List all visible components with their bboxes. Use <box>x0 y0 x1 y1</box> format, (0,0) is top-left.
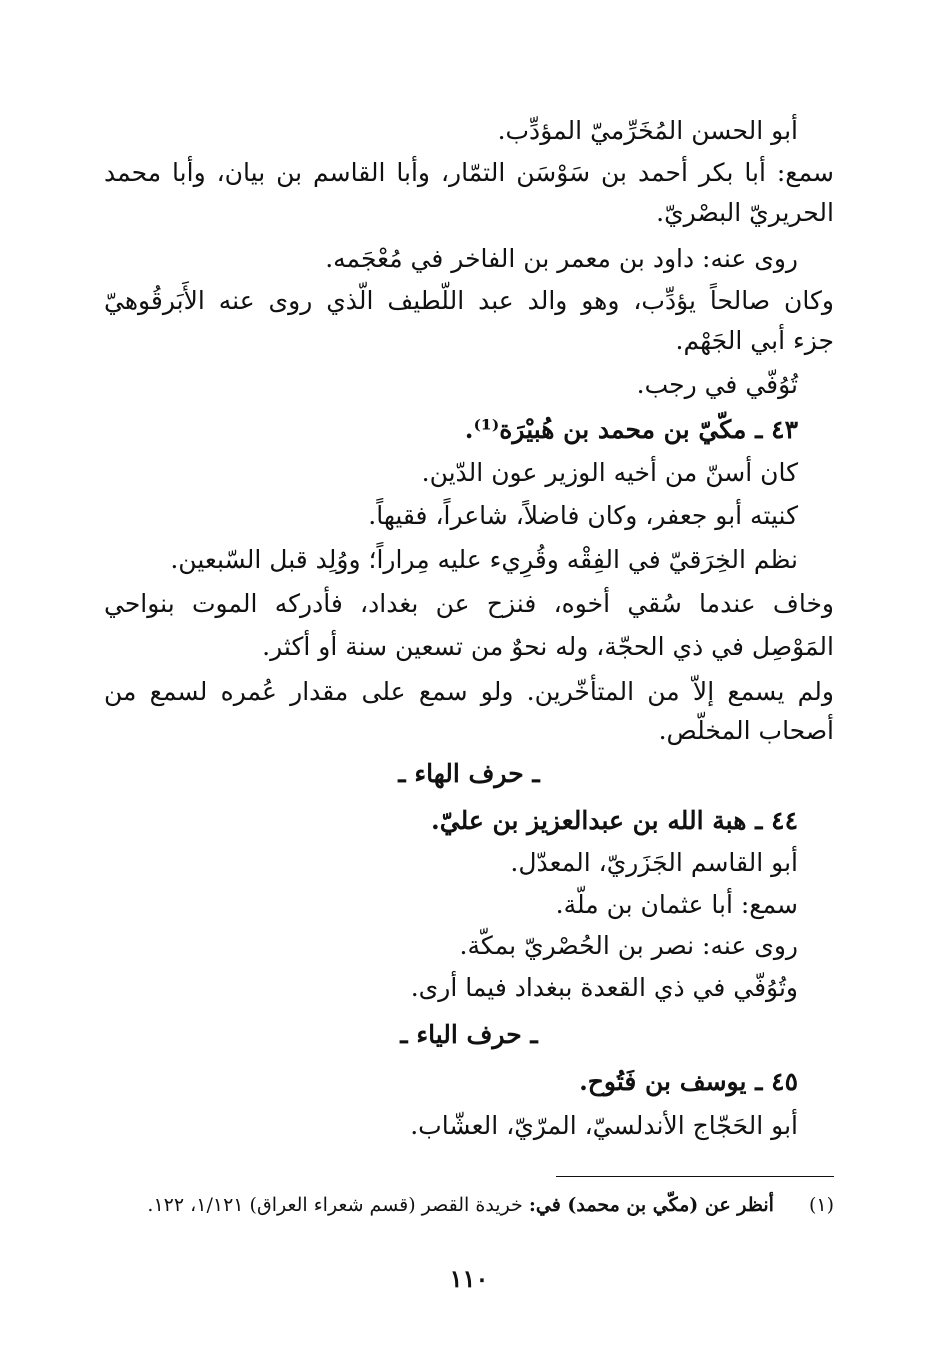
text-line: وخاف عندما سُقي أخوه، فنزح عن بغداد، فأدركه الموت بنواحي <box>104 589 834 618</box>
text-line: ولم يسمع إلاّ من المتأخّرين. ولو سمع على مقدار عُمره لسمع من <box>104 677 834 706</box>
footnote-lead: أنظر عن (مكّي بن محمد) في: <box>528 1194 774 1216</box>
footnote-number: (١) <box>808 1194 834 1216</box>
text-line: أبو القاسم الجَزَريّ، المعدّل. <box>510 848 798 877</box>
text-line: نظم الخِرَقيّ في الفِقْه وقُرِيء عليه مِراراً؛ ووُلِد قبل السّبعين. <box>170 545 798 574</box>
text-line: وكان صالحاً يؤدِّب، وهو والد عبد اللّطيف الّذي روى عنه الأَبَرقُوهيّ <box>104 286 834 315</box>
text-line: أصحاب المخلّص. <box>658 716 834 745</box>
text-line: تُوُفّي في رجب. <box>636 370 798 399</box>
section-heading-haa: ـ حرف الهاء ـ <box>398 759 540 788</box>
text-line: المَوْصِل في ذي الحجّة، وله نحوٌ من تسعين سنة أو أكثر. <box>262 632 834 661</box>
text-line: سمع: أبا عثمان بن ملّة. <box>555 890 798 919</box>
text-line: وتُوُفّي في ذي القعدة ببغداد فيما أرى. <box>410 973 798 1002</box>
text-line: سمع: أبا بكر أحمد بن سَوْسَن التمّار، وأبا القاسم بن بيان، وأبا محمد <box>104 158 834 187</box>
text-line: أبو الحسن المُخَرِّميّ المؤدِّب. <box>497 116 798 145</box>
text-line: الحريريّ البصْريّ. <box>656 198 834 227</box>
text-line: روى عنه: داود بن معمر بن الفاخر في مُعْجَمه. <box>325 244 798 273</box>
text-line: كان أسنّ من أخيه الوزير عون الدّين. <box>421 458 798 487</box>
footnote-text: خريدة القصر (قسم شعراء العراق) ١/١٢١، ١٢٢. <box>147 1194 523 1216</box>
entry-heading: ٤٣ ـ مكّيّ بن محمد بن هُبيْرَة⁽¹⁾. <box>464 415 798 444</box>
text-line: جزء أبي الجَهْم. <box>675 326 834 355</box>
section-heading-yaa: ـ حرف الياء ـ <box>400 1020 538 1049</box>
entry-heading: ٤٤ ـ هبة الله بن عبدالعزيز بن عليّ. <box>431 806 798 835</box>
text-line: روى عنه: نصر بن الحُصْريّ بمكّة. <box>459 931 798 960</box>
footnote-divider <box>556 1176 834 1177</box>
footnote <box>147 1190 834 1220</box>
text-line: أبو الحَجّاج الأندلسيّ، المرّيّ، العشّاب. <box>410 1111 798 1140</box>
text-line: كنيته أبو جعفر، وكان فاضلاً، شاعراً، فقيهاً. <box>368 501 798 530</box>
page-number: ١١٠ <box>449 1264 489 1293</box>
entry-heading: ٤٥ ـ يوسف بن فَتُوح. <box>579 1067 798 1096</box>
